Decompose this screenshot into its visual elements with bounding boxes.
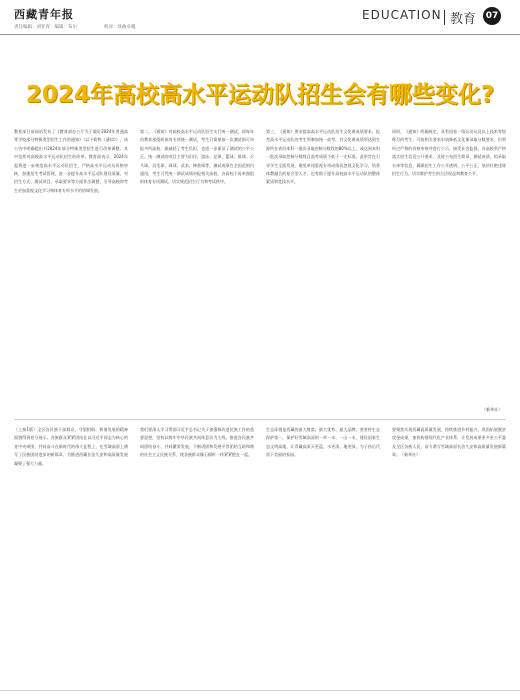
column-text: 第二，《通知》对高校高水平运动队招生实行统一测试，即每年由教育部组织体育专项统一测试，考生只需参加一次测试即可申报多所高校，既减轻了考生负担，也进一步保证了测试的公平公正。统一测试的项目主要为田径、游泳、足球、篮球、排球、乒乓球、羽毛球、网球、武术、棒垒球等，测试成绩在全国范围内通用，考生可凭统一测试成绩申报相关高校，各高校不再单独组织体育专项测试，切实规范招生行为和考试秩序。 <box>140 129 254 185</box>
continued-column-3 <box>266 426 380 682</box>
article-column-1 <box>14 128 128 416</box>
column-text: 教育部日前网站发布了《教育部办公厅关于做好2024年普通高等学校部分特殊类型招生工作的通知》（以下简称《通知》），该公告中明确提出对2024年部分特殊类型招生进行改革调整，其中包括对高校高水平运动队招生的改革。教育部表示，2024年起将进一步规范高水平运动队招生，严格高水平运动员资格审核，加强招生考试管理，进一步提升高水平运动队建设质量，对招生方式、测试项目、录取要求等方面作出调整，引导高校和考生更加重视文化学习和体育专项水平的协调发展。 <box>14 129 128 193</box>
column-text: 要聚焦实现西藏高质量发展，持续推进乡村振兴，巩固拓展脱贫攻坚成果，加快构建现代化产业体系，让发展成果更多更公平惠及全区各族人民，奋力谱写雪域高原长治久安和高质量发展新篇章。（新华社） <box>392 427 506 458</box>
column-text: 同时，《通知》明确规定，具有国家一级运动员及以上技术等级称号的考生，可按相关要求申请降低文化课录取分数要求，但须经过严格的资格审核并进行公示，接受社会监督。各高校须严格落实招生信息公开要求，及时公布招生简章、测试成绩、拟录取名单等信息，确保招生工作公开透明、公平公正，坚决杜绝违规招生行为，切实维护考生的合法权益和教育公平。 <box>392 129 506 177</box>
continued-column-2 <box>140 426 254 682</box>
masthead <box>0 0 520 36</box>
continued-column-1 <box>14 426 128 682</box>
editor-credit-line: 责任编辑：刘亚青 编辑：布尔 校对：珍曲卓嘎 <box>14 25 136 30</box>
section-title-en: EDUCATION <box>362 8 442 22</box>
article-column-3 <box>266 128 380 416</box>
column-text: 我们要深入学习贯彻习近平总书记关于加强和改进民族工作的重要思想，坚持以铸牢中华民族共同体意识为主线，推进各民族共同团结奋斗、共同繁荣发展，不断巩固和发展平等团结互助和谐的社会主义民族关系，使各族群众像石榴籽一样紧紧抱在一起。 <box>140 427 254 458</box>
article-headline: 2024年高校高水平运动队招生会有哪些变化? <box>25 82 495 108</box>
masthead-rule <box>0 34 520 35</box>
section-divider <box>444 10 445 25</box>
article-body-top <box>14 128 506 416</box>
section-title-cn: 教育 <box>450 12 477 27</box>
article-body-bottom <box>14 426 506 682</box>
column-text: 生态环境是西藏的最大财富、最大优势、最大品牌，要坚持生态保护第一，保护好雪域高原的一草一木、一山一水，建设国家生态文明高地，让青藏高原天更蓝、水更清、地更绿，为子孙后代留下美丽的家园。 <box>266 427 380 458</box>
article-author: （新华社） <box>482 407 502 412</box>
page-number-badge: 07 <box>483 7 501 25</box>
article-column-4 <box>392 128 506 416</box>
article-column-2 <box>140 128 254 416</box>
section-rule <box>14 419 506 420</box>
newspaper-logo: 西藏青年报 <box>14 8 74 21</box>
column-text: 第三，《通知》要求提高高水平运动队招生文化课成绩要求，报考高水平运动队的考生须参加统一高考，其文化课成绩须达到生源所在省份本科一批次录取控制分数线的80%以上，或达到本科一批次录取控制分数线且高考成绩不低于一定标准。此举旨在引导学生全面发展，避免单纯重视专项成绩而忽视文化学习，培养体教融合的复合型人才，也有助于提升高校高水平运动队的整体素质和竞技水平。 <box>266 129 380 185</box>
continued-column-4 <box>392 426 506 682</box>
footer-rule <box>0 690 520 691</box>
column-text: （上接1版）全区各民族干部群众，守望相助、和谐发展的精神面貌得到充分展示。各族群众紧紧团结在以习近平同志为核心的党中央周围，共同奋斗在新时代的伟大征程上，在雪域高原上谱写了民族团结进步的新篇章，为推进西藏长治久安和高质量发展凝聚了强大力量。 <box>14 427 128 466</box>
